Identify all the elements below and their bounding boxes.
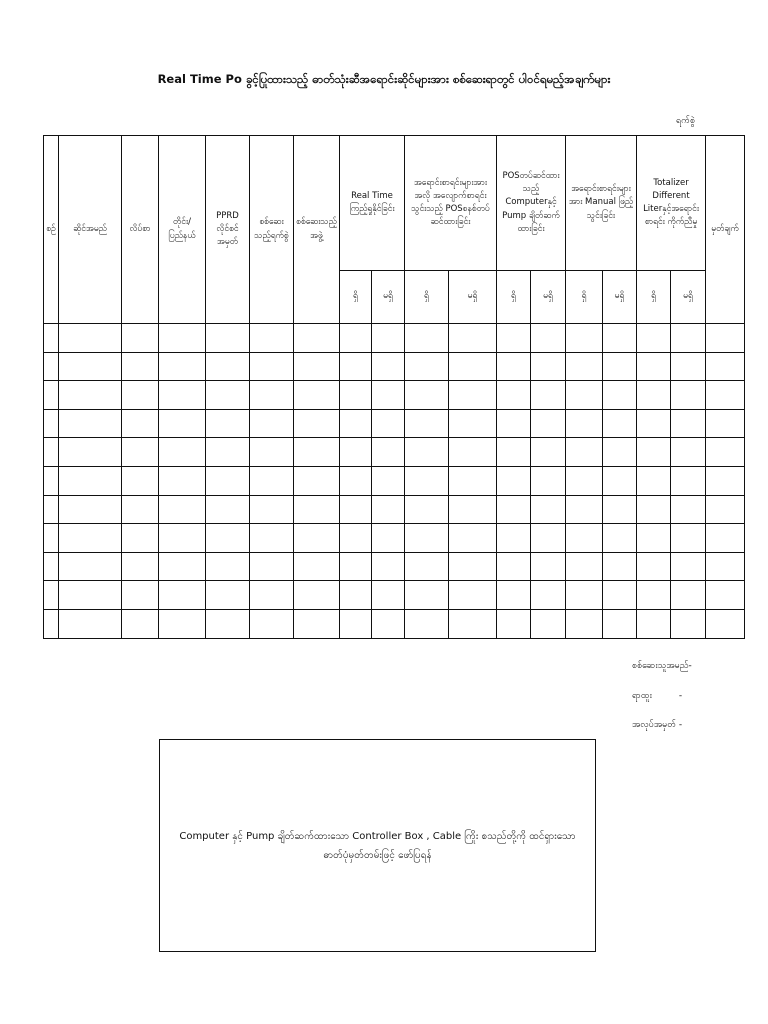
table-cell — [159, 609, 206, 638]
table-cell — [340, 381, 372, 410]
table-cell — [566, 381, 603, 410]
table-cell — [637, 409, 671, 438]
table-cell — [706, 409, 745, 438]
table-cell — [340, 352, 372, 381]
header-pprd-license: PPRD လိုင်စင် အမှတ် — [206, 136, 250, 324]
table-cell — [340, 581, 372, 610]
rank-label: ရာထူး — [632, 691, 652, 701]
table-cell — [531, 552, 566, 581]
table-cell — [250, 324, 294, 353]
table-cell — [706, 552, 745, 581]
table-cell — [159, 324, 206, 353]
table-cell — [159, 409, 206, 438]
table-cell — [603, 352, 637, 381]
inspector-name-label: စစ်ဆေးသူအမည်- — [632, 661, 692, 671]
table-cell — [59, 524, 122, 553]
header-totalizer: Totalizer Different Literနှင့်အရောင်းစာရင်း ကိုက်ညီမှု — [637, 136, 706, 271]
table-cell — [59, 381, 122, 410]
rank-separator: - — [678, 691, 683, 701]
table-cell — [340, 438, 372, 467]
table-cell — [671, 381, 706, 410]
table-cell — [637, 495, 671, 524]
table-cell — [566, 495, 603, 524]
table-cell — [566, 324, 603, 353]
table-cell — [294, 324, 340, 353]
table-cell — [59, 352, 122, 381]
table-cell — [59, 324, 122, 353]
photo-note-box — [159, 739, 596, 952]
table-cell — [340, 524, 372, 553]
table-cell — [706, 524, 745, 553]
header-region: တိုင်း/ ပြည်နယ် — [159, 136, 206, 324]
subheader-no: မရှိ — [449, 271, 497, 324]
header-inspection-date: စစ်ဆေး သည့်ရက်စွဲ — [250, 136, 294, 324]
table-cell — [44, 352, 59, 381]
table-cell — [706, 495, 745, 524]
table-cell — [294, 581, 340, 610]
table-row — [44, 466, 745, 495]
table-cell — [250, 381, 294, 410]
table-cell — [44, 524, 59, 553]
table-cell — [566, 552, 603, 581]
subheader-no: မရှိ — [531, 271, 566, 324]
table-cell — [497, 495, 531, 524]
table-cell — [250, 524, 294, 553]
table-cell — [566, 581, 603, 610]
subheader-no: မရှိ — [372, 271, 405, 324]
table-cell — [405, 495, 449, 524]
table-cell — [671, 495, 706, 524]
table-cell — [637, 438, 671, 467]
table-cell — [206, 409, 250, 438]
table-cell — [566, 524, 603, 553]
inspection-table — [43, 135, 745, 639]
table-cell — [159, 466, 206, 495]
table-cell — [671, 352, 706, 381]
table-cell — [122, 409, 159, 438]
table-cell — [449, 524, 497, 553]
header-inspection-team: စစ်ဆေးသည့် အဖွဲ့ — [294, 136, 340, 324]
table-cell — [603, 438, 637, 467]
table-cell — [603, 495, 637, 524]
table-cell — [122, 352, 159, 381]
table-row — [44, 409, 745, 438]
table-cell — [340, 409, 372, 438]
note-line-2: ဓာတ်ပုံမှတ်တမ်းဖြင့် ဖော်ပြရန် — [323, 849, 432, 861]
table-body — [44, 324, 745, 639]
table-cell — [405, 552, 449, 581]
table-row — [44, 495, 745, 524]
table-cell — [122, 609, 159, 638]
table-cell — [497, 381, 531, 410]
header-pos-connected: POSတပ်ဆင်ထားသည့် Computerနှင့် Pump ချိတ်ဆက်ထားခြင်း — [497, 136, 566, 271]
table-cell — [206, 609, 250, 638]
table-cell — [44, 438, 59, 467]
table-cell — [122, 495, 159, 524]
table-cell — [449, 409, 497, 438]
table-cell — [294, 409, 340, 438]
table-row — [44, 581, 745, 610]
table-cell — [405, 524, 449, 553]
table-cell — [59, 409, 122, 438]
subheader-yes: ရှိ — [340, 271, 372, 324]
table-row — [44, 324, 745, 353]
table-cell — [206, 524, 250, 553]
subheader-yes: ရှိ — [566, 271, 603, 324]
table-cell — [566, 438, 603, 467]
table-cell — [159, 438, 206, 467]
table-cell — [405, 352, 449, 381]
table-cell — [159, 352, 206, 381]
table-cell — [44, 324, 59, 353]
table-cell — [44, 609, 59, 638]
table-cell — [122, 466, 159, 495]
table-cell — [637, 324, 671, 353]
table-cell — [206, 438, 250, 467]
header-manual: အရောင်းစာရင်းများအား Manual ဖြည့်သွင်းခြင်း — [566, 136, 637, 271]
table-cell — [372, 524, 405, 553]
table-cell — [294, 438, 340, 467]
subheader-yes: ရှိ — [405, 271, 449, 324]
table-cell — [122, 552, 159, 581]
table-cell — [250, 409, 294, 438]
table-cell — [372, 495, 405, 524]
table-cell — [449, 609, 497, 638]
table-cell — [206, 581, 250, 610]
table-cell — [372, 409, 405, 438]
table-cell — [449, 495, 497, 524]
table-cell — [603, 581, 637, 610]
table-cell — [294, 381, 340, 410]
table-cell — [497, 409, 531, 438]
table-cell — [59, 438, 122, 467]
table-cell — [497, 524, 531, 553]
subheader-no: မရှိ — [671, 271, 706, 324]
table-cell — [44, 466, 59, 495]
table-cell — [206, 352, 250, 381]
table-cell — [159, 495, 206, 524]
table-cell — [206, 495, 250, 524]
table-cell — [449, 324, 497, 353]
table-cell — [372, 609, 405, 638]
table-cell — [637, 552, 671, 581]
table-cell — [250, 438, 294, 467]
table-cell — [206, 381, 250, 410]
table-cell — [405, 381, 449, 410]
table-cell — [449, 552, 497, 581]
table-cell — [122, 581, 159, 610]
table-cell — [59, 581, 122, 610]
table-cell — [497, 466, 531, 495]
table-cell — [531, 524, 566, 553]
date-label: ရက်စွဲ — [676, 116, 696, 126]
table-cell — [250, 352, 294, 381]
table-cell — [405, 609, 449, 638]
table-cell — [566, 609, 603, 638]
table-cell — [706, 609, 745, 638]
table-cell — [706, 381, 745, 410]
header-real-time: Real Time ကြည့်ရှုနိုင်ခြင်း — [340, 136, 405, 271]
table-cell — [637, 581, 671, 610]
table-cell — [122, 324, 159, 353]
table-cell — [340, 609, 372, 638]
table-cell — [706, 438, 745, 467]
table-cell — [531, 438, 566, 467]
table-cell — [372, 352, 405, 381]
table-cell — [603, 466, 637, 495]
table-cell — [250, 495, 294, 524]
table-cell — [637, 609, 671, 638]
table-cell — [206, 324, 250, 353]
table-cell — [637, 466, 671, 495]
table-cell — [671, 581, 706, 610]
table-cell — [531, 409, 566, 438]
table-cell — [372, 324, 405, 353]
table-cell — [294, 552, 340, 581]
table-cell — [671, 609, 706, 638]
subheader-yes: ရှိ — [497, 271, 531, 324]
table-cell — [122, 438, 159, 467]
table-cell — [59, 552, 122, 581]
table-cell — [294, 495, 340, 524]
table-cell — [449, 381, 497, 410]
table-cell — [44, 381, 59, 410]
id-separator: - — [678, 720, 683, 730]
table-cell — [340, 324, 372, 353]
table-cell — [372, 581, 405, 610]
table-cell — [405, 324, 449, 353]
table-cell — [531, 324, 566, 353]
table-cell — [497, 352, 531, 381]
table-cell — [372, 381, 405, 410]
id-label: အလုပ်အမှတ် — [632, 720, 676, 730]
table-cell — [706, 324, 745, 353]
table-cell — [531, 495, 566, 524]
id-line — [632, 719, 682, 732]
table-cell — [531, 466, 566, 495]
header-no: စဉ် — [44, 136, 59, 324]
table-cell — [122, 524, 159, 553]
table-cell — [449, 438, 497, 467]
table-cell — [603, 552, 637, 581]
table-row — [44, 609, 745, 638]
table-cell — [531, 352, 566, 381]
table-cell — [449, 352, 497, 381]
table-cell — [250, 552, 294, 581]
table-cell — [294, 609, 340, 638]
table-cell — [372, 438, 405, 467]
table-cell — [449, 466, 497, 495]
table-cell — [159, 581, 206, 610]
table-cell — [566, 409, 603, 438]
table-cell — [497, 581, 531, 610]
table-row — [44, 381, 745, 410]
table-cell — [603, 381, 637, 410]
table-cell — [59, 609, 122, 638]
table-cell — [405, 438, 449, 467]
header-pos-record: အရောင်းစာရင်းများအားအလို အလျောက်စာရင်းသွင်းသည့် POSစနစ်တပ်ဆင်ထားခြင်း — [405, 136, 497, 271]
table-cell — [250, 581, 294, 610]
table-cell — [59, 495, 122, 524]
header-address: လိပ်စာ — [122, 136, 159, 324]
table-cell — [706, 581, 745, 610]
table-cell — [671, 409, 706, 438]
note-line-1: Computer နှင့် Pump ချိတ်ဆက်ထားသော Controller Box , Cable ကြိုး စသည်တို့ကို ထင်ရှားသော — [179, 830, 576, 842]
table-cell — [531, 381, 566, 410]
table-cell — [159, 552, 206, 581]
table-cell — [671, 324, 706, 353]
table-row — [44, 352, 745, 381]
table-cell — [372, 466, 405, 495]
table-cell — [671, 552, 706, 581]
table-cell — [497, 438, 531, 467]
table-cell — [566, 466, 603, 495]
table-cell — [372, 552, 405, 581]
header-shop-name: ဆိုင်အမည် — [59, 136, 122, 324]
table-cell — [44, 409, 59, 438]
table-cell — [637, 352, 671, 381]
table-cell — [159, 381, 206, 410]
table-cell — [44, 581, 59, 610]
subheader-no: မရှိ — [603, 271, 637, 324]
table-cell — [405, 466, 449, 495]
table-cell — [294, 466, 340, 495]
header-remarks: မှတ်ချက် — [706, 136, 745, 324]
table-cell — [603, 609, 637, 638]
table-cell — [671, 466, 706, 495]
table-cell — [340, 495, 372, 524]
table-cell — [497, 609, 531, 638]
table-cell — [59, 466, 122, 495]
table-cell — [603, 409, 637, 438]
table-cell — [566, 352, 603, 381]
table-cell — [206, 466, 250, 495]
table-cell — [603, 324, 637, 353]
table-cell — [671, 438, 706, 467]
table-cell — [122, 381, 159, 410]
table-cell — [44, 552, 59, 581]
table-cell — [294, 352, 340, 381]
table-cell — [531, 609, 566, 638]
table-row — [44, 438, 745, 467]
table-cell — [671, 524, 706, 553]
table-cell — [206, 552, 250, 581]
table-cell — [497, 324, 531, 353]
table-cell — [531, 581, 566, 610]
table-cell — [637, 524, 671, 553]
table-cell — [250, 609, 294, 638]
table-cell — [159, 524, 206, 553]
table-cell — [706, 466, 745, 495]
table-cell — [340, 466, 372, 495]
table-cell — [637, 381, 671, 410]
table-cell — [405, 581, 449, 610]
table-cell — [706, 352, 745, 381]
table-row — [44, 524, 745, 553]
table-cell — [250, 466, 294, 495]
table-cell — [405, 409, 449, 438]
page-title: Real Time Po ခွင့်ပြုထားသည့် ဓာတ်သုံးဆီအရောင်းဆိုင်များအား စစ်ဆေးရာတွင် ပါဝင်ရမည့်အချက်များ — [157, 72, 611, 86]
table-cell — [294, 524, 340, 553]
table-row — [44, 552, 745, 581]
rank-line — [632, 690, 682, 703]
table-cell — [603, 524, 637, 553]
table-cell — [449, 581, 497, 610]
table-cell — [44, 495, 59, 524]
subheader-yes: ရှိ — [637, 271, 671, 324]
table-cell — [497, 552, 531, 581]
table-cell — [340, 552, 372, 581]
